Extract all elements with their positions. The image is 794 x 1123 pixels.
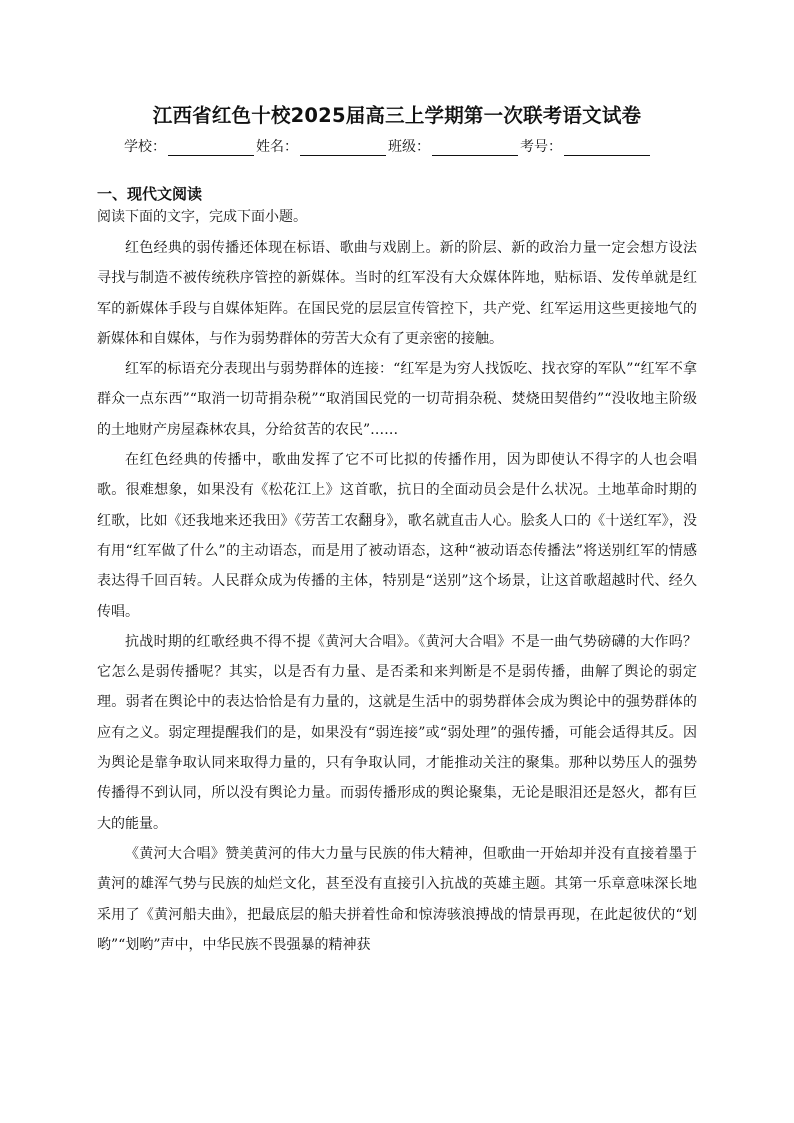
- exam-no-label: 考号：: [520, 139, 562, 155]
- exam-title: 江西省红色十校2025届高三上学期第一次联考语文试卷: [152, 104, 642, 127]
- section-heading: 一、现代文阅读: [97, 185, 203, 203]
- student-info-row: [124, 136, 652, 156]
- passage-paragraph: 红色经典的弱传播还体现在标语、歌曲与戏剧上。新的阶层、新的政治力量一定会想方设法寻找与制造不被传统秩序管控的新媒体。当时的红军没有大众媒体阵地，贴标语、发传单就是红军的新媒体手段与自媒体矩阵。在国民党的层层宣传管控下，共产党、红军运用这些更接地气的新媒体和自媒体，与作为弱势群体的劳苦大众有了更亲密的接触。: [97, 240, 697, 347]
- passage-paragraph: 在红色经典的传播中，歌曲发挥了它不可比拟的传播作用，因为即使认不得字的人也会唱歌。很难想象，如果没有《松花江上》这首歌，抗日的全面动员会是什么状况。土地革命时期的红歌，比如《还我地来还我田》《劳苦工农翻身》，歌名就直击人心。脍炙人口的《十送红军》，没有用“红军做了什么”的主动语态，而是用了被动语态，这种“被动语态传播法”将送别红军的情感表达得千回百转。人民群众成为传播的主体，特别是“送别”这个场景，让这首歌超越时代、经久传唱。: [97, 452, 697, 620]
- name-blank[interactable]: [300, 141, 386, 156]
- passage-paragraph: 红军的标语充分表现出与弱势群体的连接：“红军是为穷人找饭吃、找衣穿的军队”“红军不拿群众一点东西”“取消一切苛捐杂税”“取消国民党的一切苛捐杂税、焚烧田契借约”“没收地主阶级的土地财产房屋森林农具，分给贫苦的农民”……: [97, 361, 697, 438]
- school-label: 学校：: [124, 139, 166, 155]
- class-blank[interactable]: [432, 141, 518, 156]
- class-label: 班级：: [388, 139, 430, 155]
- school-blank[interactable]: [168, 141, 254, 156]
- passage-paragraph: 抗战时期的红歌经典不得不提《黄河大合唱》。《黄河大合唱》不是一曲气势磅礴的大作吗？它怎么是弱传播呢？其实，以是否有力量、是否柔和来判断是不是弱传播，曲解了舆论的弱定理。弱者在舆论中的表达恰恰是有力量的，这就是生活中的弱势群体会成为舆论中的强势群体的应有之义。弱定理提醒我们的是，如果没有“弱连接”或“弱处理”的强传播，可能会适得其反。因为舆论是靠争取认同来取得力量的，只有争取认同，才能推动关注的聚集。那种以势压人的强势传播得不到认同，所以没有舆论力量。而弱传播形成的舆论聚集，无论是眼泪还是怒火，都有巨大的能量。: [97, 633, 697, 832]
- name-label: 姓名：: [256, 139, 298, 155]
- reading-instruction: 阅读下面的文字，完成下面小题。: [97, 209, 307, 225]
- exam-no-blank[interactable]: [564, 141, 650, 156]
- passage-paragraph: 《黄河大合唱》赞美黄河的伟大力量与民族的伟大精神，但歌曲一开始却并没有直接着墨于黄河的雄浑气势与民族的灿烂文化，甚至没有直接引入抗战的英雄主题。其第一乐章意味深长地采用了《黄河船夫曲》，把最底层的船夫拼着性命和惊涛骇浪搏战的情景再现，在此起彼伏的“划哟”“划哟”声中，中华民族不畏强暴的精神获: [97, 845, 697, 953]
- reading-passage: [97, 233, 697, 960]
